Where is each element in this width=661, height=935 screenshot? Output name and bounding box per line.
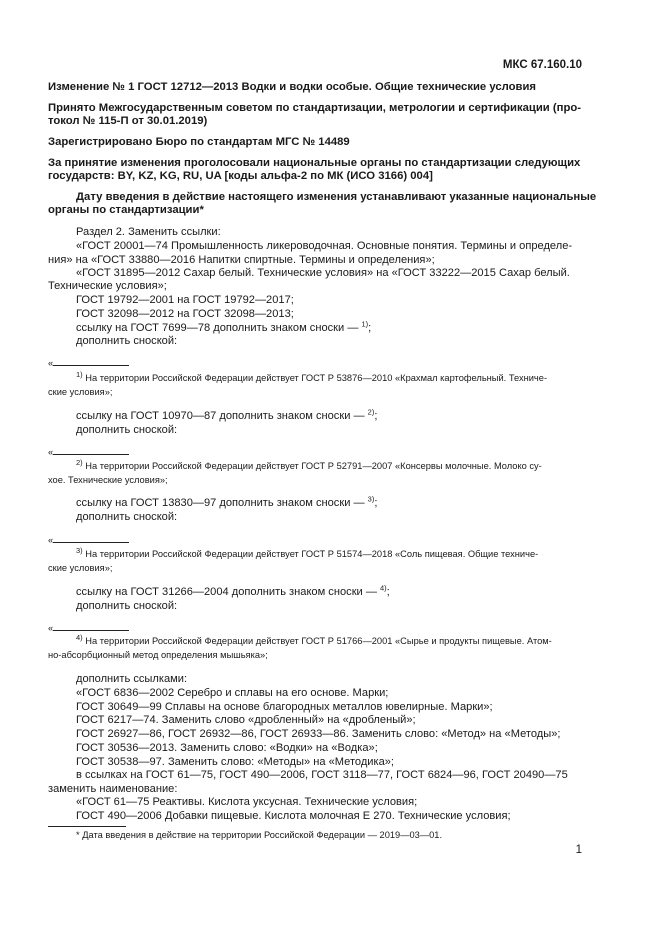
body-line: ГОСТ 30649—99 Сплавы на основе благородных металлов ювелирные. Марки»; bbox=[76, 701, 493, 713]
footnote-divider bbox=[53, 630, 129, 631]
document-title: Изменение № 1 ГОСТ 12712—2013 Водки и водки особые. Общие технические условия bbox=[48, 81, 537, 93]
body-line: дополнить сноской: bbox=[76, 600, 178, 612]
footnote-divider bbox=[53, 365, 129, 366]
page-footnote-divider bbox=[48, 826, 126, 827]
body-line: Технические условия»; bbox=[48, 280, 167, 292]
body-line: дополнить сноской: bbox=[76, 511, 178, 523]
body-line: «ГОСТ 61—75 Реактивы. Кислота уксусная. Технические условия; bbox=[76, 796, 418, 808]
body-line: заменить наименование: bbox=[48, 783, 178, 795]
body-line: дополнить сноской: bbox=[76, 424, 178, 436]
footnote-divider bbox=[53, 542, 129, 543]
body-line: ГОСТ 30536—2013. Заменить слово: «Водки» на «Водка»; bbox=[76, 742, 378, 754]
footnote-2-line: хое. Технические условия»; bbox=[48, 475, 168, 485]
body-line: ГОСТ 32098—2012 на ГОСТ 32098—2013; bbox=[76, 308, 294, 320]
footnote-1-line: $^{1)}$ На территории Российской Федерации действует ГОСТ Р 53876—2010 «Крахмал картофельный. Техниче- bbox=[76, 369, 548, 383]
classification-code: МКС 67.160.10 bbox=[502, 59, 582, 71]
quote-mark: « bbox=[48, 623, 54, 633]
footnote-4-line: но-абсорбционный метод определения мышьяка»; bbox=[48, 650, 268, 660]
voted-line-2: государств: BY, KZ, KG, RU, UA [коды альфа-2 по МК (ИСО 3166) 004] bbox=[48, 170, 433, 182]
page-number: 1 bbox=[575, 844, 582, 856]
intro-line-2: органы по стандартизации* bbox=[48, 204, 204, 216]
footnote-3-line: ские условия»; bbox=[48, 563, 113, 573]
body-line: дополнить сноской: bbox=[76, 335, 178, 347]
adopted-line-1: Принято Межгосударственным советом по стандартизации, метрологии и сертификации (про- bbox=[48, 102, 582, 114]
body-line: «ГОСТ 6836—2002 Серебро и сплавы на его основе. Марки; bbox=[76, 687, 389, 699]
footnote-4-line: $^{4)}$ На территории Российской Федерации действует ГОСТ Р 51766—2001 «Сырье и продукты пищевые. Атом- bbox=[76, 632, 552, 646]
body-line: ссылку на ГОСТ 31266—2004 дополнить знаком сноски — $^{4)}$; bbox=[76, 583, 390, 598]
body-line: «ГОСТ 20001—74 Промышленность ликероводочная. Основные понятия. Термины и определе- bbox=[76, 240, 573, 252]
body-line: ссылку на ГОСТ 7699—78 дополнить знаком сноски — $^{1)}$; bbox=[76, 319, 372, 334]
body-line: ния» на «ГОСТ 33880—2016 Напитки спиртные. Термины и определения»; bbox=[48, 254, 435, 266]
body-line: в ссылках на ГОСТ 61—75, ГОСТ 490—2006, ГОСТ 3118—77, ГОСТ 6824—96, ГОСТ 20490—75 bbox=[76, 769, 568, 781]
body-line: ГОСТ 490—2006 Добавки пищевые. Кислота молочная Е 270. Технические условия; bbox=[76, 810, 511, 822]
body-line: ГОСТ 30538—97. Заменить слово: «Методы» на «Методика»; bbox=[76, 756, 395, 768]
footnote-1-line: ские условия»; bbox=[48, 387, 113, 397]
footnote-2-line: $^{2)}$ На территории Российской Федерации действует ГОСТ Р 52791—2007 «Консервы молочные. Молоко су- bbox=[76, 457, 542, 471]
footnote-divider bbox=[53, 454, 129, 455]
body-line: «ГОСТ 31895—2012 Сахар белый. Технические условия» на «ГОСТ 33222—2015 Сахар белый. bbox=[76, 267, 570, 279]
body-line: Раздел 2. Заменить ссылки: bbox=[76, 226, 221, 238]
body-line: ГОСТ 26927—86, ГОСТ 26932—86, ГОСТ 26933—86. Заменить слово: «Метод» на «Методы»; bbox=[76, 728, 561, 740]
page-footnote: * Дата введения в действие на территории Российской Федерации — 2019—03—01. bbox=[76, 830, 443, 840]
body-line: ГОСТ 6217—74. Заменить слово «дробленный» на «дробленый»; bbox=[76, 714, 416, 726]
body-line: ссылку на ГОСТ 10970—87 дополнить знаком сноски — $^{2)}$; bbox=[76, 407, 378, 422]
adopted-line-2: токол № 115-П от 30.01.2019) bbox=[48, 115, 208, 127]
quote-mark: « bbox=[48, 358, 54, 368]
body-line: ссылку на ГОСТ 13830—97 дополнить знаком сноски — $^{3)}$; bbox=[76, 494, 378, 509]
quote-mark: « bbox=[48, 535, 54, 545]
footnote-3-line: $^{3)}$ На территории Российской Федерации действует ГОСТ Р 51574—2018 «Соль пищевая. Общие техниче- bbox=[76, 545, 539, 559]
quote-mark: « bbox=[48, 447, 54, 457]
body-line: ГОСТ 19792—2001 на ГОСТ 19792—2017; bbox=[76, 294, 294, 306]
voted-line-1: За принятие изменения проголосовали национальные органы по стандартизации следующих bbox=[48, 157, 581, 169]
body-line: дополнить ссылками: bbox=[76, 673, 188, 685]
registered-line: Зарегистрировано Бюро по стандартам МГС № 14489 bbox=[48, 136, 350, 148]
intro-line-1: Дату введения в действие настоящего изменения устанавливают указанные национальные bbox=[76, 191, 597, 203]
